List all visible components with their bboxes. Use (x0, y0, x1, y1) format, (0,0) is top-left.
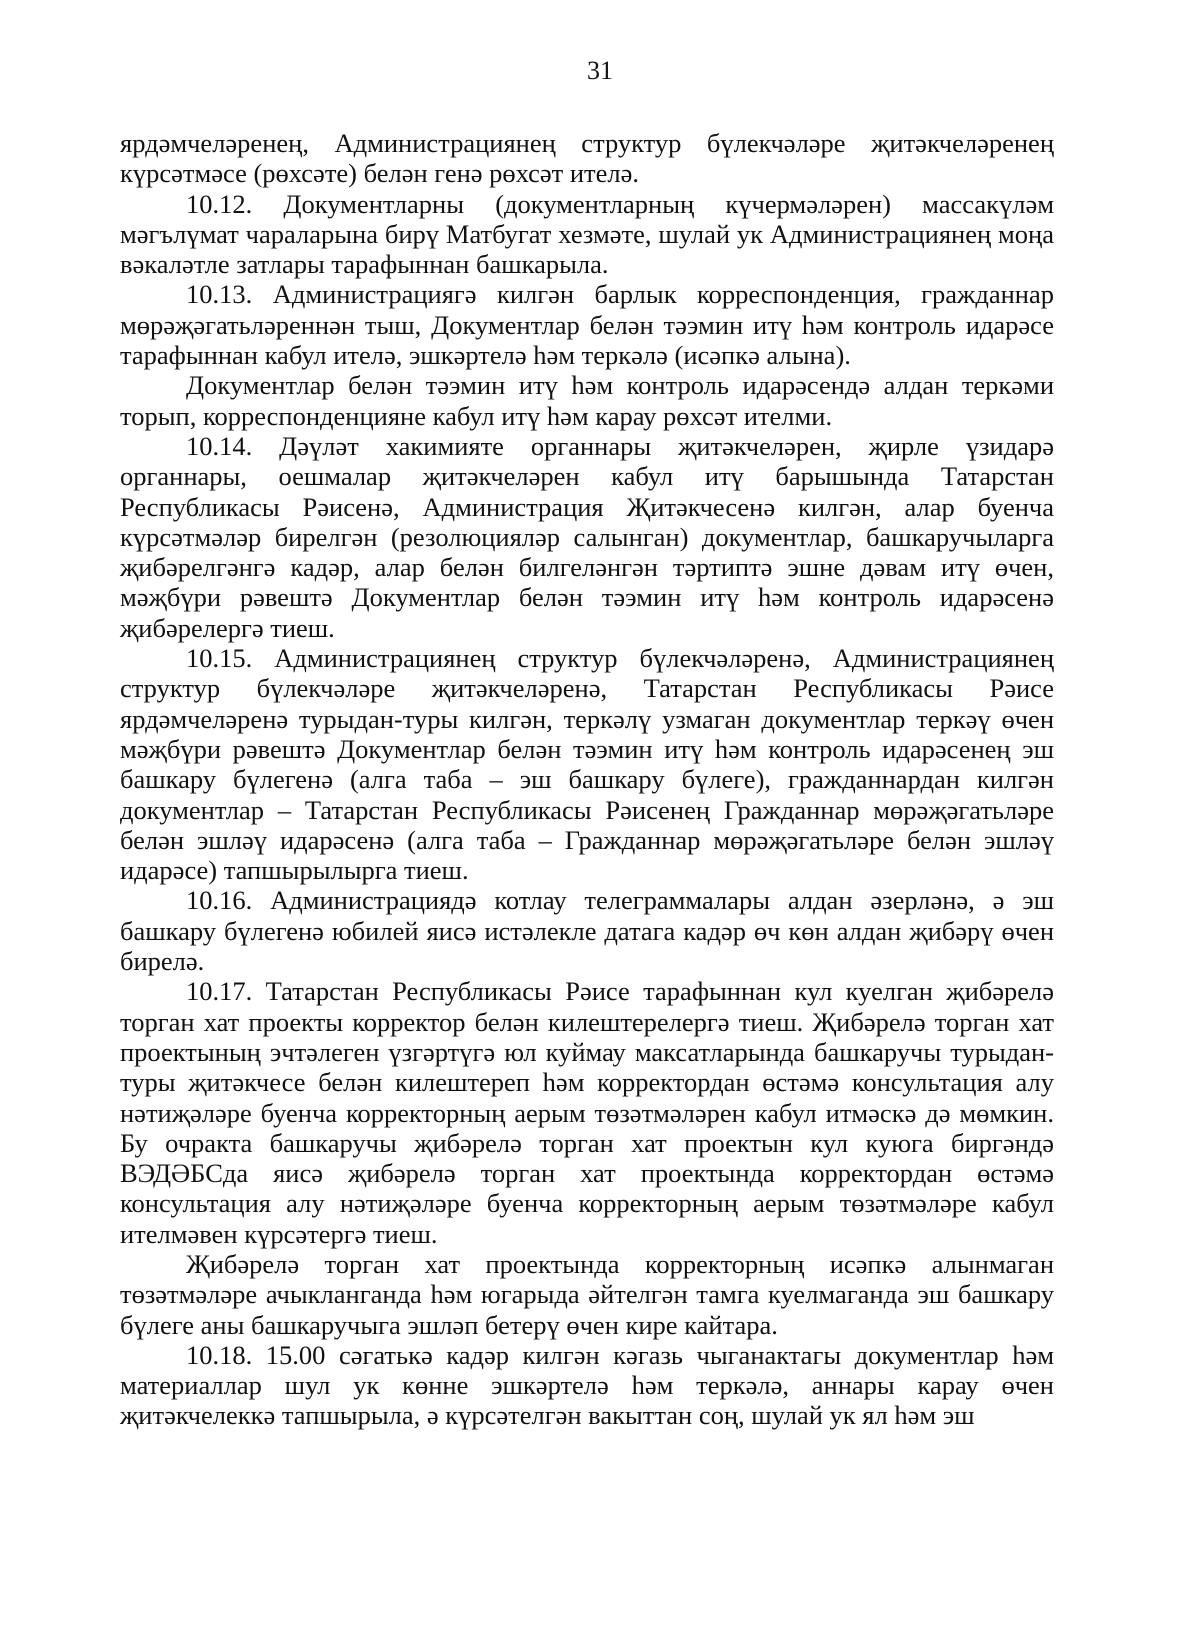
paragraph: Документлар белән тәэмин итү һәм контроль идарәсендә алдан теркәми торып, корреспонденцияне кабул итү һәм карау рөхсәт ителми. (120, 370, 1054, 431)
paragraph: Җибәрелә торган хат проектында корректорның исәпкә алынмаган төзәтмәләре ачыкланганда һәм югарыда әйтелгән тамга куелмаганда эш башкару бүлеге аны башкаручыга эшләп бетерү өчен кире кайтара. (120, 1248, 1054, 1340)
document-body (120, 128, 1054, 1431)
paragraph: ярдәмчеләренең, Администрациянең структур бүлекчәләре җитәкчеләренең күрсәтмәсе (рөхсәте) белән генә рөхсәт ителә. (120, 128, 1054, 189)
paragraph-10-15: 10.15. Администрациянең структур бүлекчәләренә, Администрациянең структур бүлекчәләре җитәкчеләренә, Татарстан Республикасы Рәисе ярдәмчеләренә турыдан-туры килгән, теркәлү узмаган документлар теркәү өчен мәҗбүри рәвештә Документлар белән тәэмин итү һәм контроль идарәсенең эш башкару бүлегенә (алга таба – эш башкару бүлеге), гражданнардан килгән документлар – Татарстан Республикасы Рәисенең Гражданнар мөрәҗәгатьләре белән эшләү идарәсенә (алга таба – Гражданнар мөрәҗәгатьләре белән эшләү идарәсе) тапшырылырга тиеш. (120, 643, 1054, 886)
paragraph-10-18: 10.18. 15.00 сәгатькә кадәр килгән кәгазь чыганактагы документлар һәм материаллар шул ук көнне эшкәртелә һәм теркәлә, аннары карау өчен җитәкчелеккә тапшырыла, ә күрсәтелгән вакыттан соң, шулай ук ял һәм эш (120, 1339, 1054, 1431)
paragraph-10-17: 10.17. Татарстан Республикасы Рәисе тарафыннан кул куелган җибәрелә торган хат проекты корректор белән килештерелергә тиеш. Җибәрелә торган хат проектының эчтәлеген үзгәртүгә юл куймау максатларында башкаручы турыдан-туры җитәкчесе белән килештереп һәм корректордан өстәмә консультация алу нәтиҗәләре буенча корректорның аерым төзәтмәләрен кабул итмәскә дә мөмкин. Бу очракта башкаручы җибәрелә торган хат проектын кул куюга биргәндә ВЭДӘБСда яисә җибәрелә торган хат проектында корректордан өстәмә консультация алу нәтиҗәләре буенча корректорның аерым төзәтмәләре кабул ителмәвен күрсәтергә тиеш. (120, 976, 1054, 1249)
paragraph-10-14: 10.14. Дәүләт хакимияте органнары җитәкчеләрен, җирле үзидарә органнары, оешмалар җитәкчеләрен кабул итү барышында Татарстан Республикасы Рәисенә, Администрация Җитәкчесенә килгән, алар буенча күрсәтмәләр бирелгән (резолюцияләр салынган) документлар, башкаручыларга җибәрелгәнгә кадәр, алар белән билгеләнгән тәртиптә эшне дәвам итү өчен, мәҗбүри рәвештә Документлар белән тәэмин итү һәм контроль идарәсенә җибәрелергә тиеш. (120, 430, 1054, 643)
paragraph-10-12: 10.12. Документларны (документларның күчермәләрен) массакүләм мәгълүмат чараларына бирү Матбугат хезмәте, шулай ук Администрациянең моңа вәкаләтле затлары тарафыннан башкарыла. (120, 188, 1054, 280)
paragraph-10-16: 10.16. Администрациядә котлау телеграммалары алдан әзерләнә, ә эш башкару бүлегенә юбилей яисә истәлекле датага кадәр өч көн алдан җибәрү өчен бирелә. (120, 885, 1054, 977)
page-number: 31 (587, 56, 613, 85)
paragraph-10-13: 10.13. Администрациягә килгән барлык корреспонденция, гражданнар мөрәҗәгатьләреннән тыш, Документлар белән тәэмин итү һәм контроль идарәсе тарафыннан кабул ителә, эшкәртелә һәм теркәлә (исәпкә алына). (120, 279, 1054, 371)
